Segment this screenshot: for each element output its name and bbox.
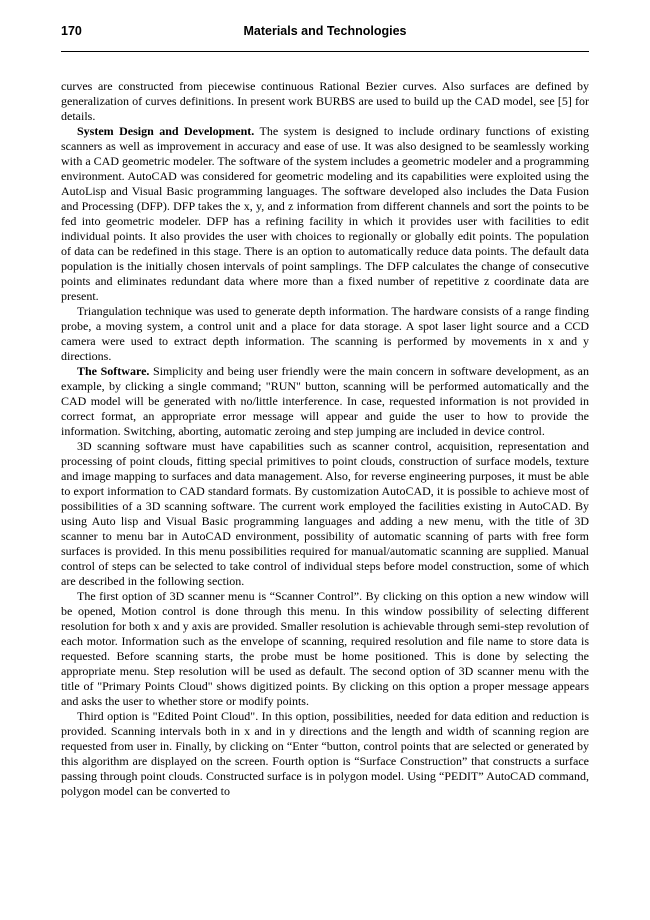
section-heading-system-design: System Design and Development. bbox=[77, 124, 255, 138]
header-rule bbox=[61, 51, 589, 52]
paragraph-edited-point-cloud: Third option is "Edited Point Cloud". In this option, possibilities, needed for data edition and reduction is provided. Scanning intervals both in x and in y directions and the length and width of scanning region are requested from user in. Finally, by clicking on “Enter “button, control points that are selected or generated by this algorithm are displayed on the screen. Fourth option is “Surface Construction” that constructs a surface passing through point clouds. Constructed surface is in polygon model. Using “PEDIT” AutoCAD command, polygon model can be converted to bbox=[61, 709, 589, 798]
paragraph-software: The Software. Simplicity and being user friendly were the main concern in software development, as an example, by clicking a single command; "RUN" button, scanning will be performed automatically and the CAD model will be generated with no/little interference. In case, requested information is not provided in correct format, an appropriate error message will appear and guide the user to how to provide the information. Switching, aborting, automatic zeroing and step jumping are included in device control. bbox=[61, 364, 589, 438]
paragraph-scanner-control: The first option of 3D scanner menu is “Scanner Control”. By clicking on this option a new window will be opened, Motion control is done through this menu. In this window possibility of selecting different resolution for both x and y axis are provided. Smaller resolution is achievable through semi-step revolution of each motor. Information such as the envelope of scanning, required resolution and file name to store data is requested. Before scanning starts, the probe must be home positioned. This is done by selecting the appropriate menu. Step resolution will be used as default. The second option of 3D scanner menu with the title of "Primary Points Cloud" shows digitized points. By clicking on this option a proper message appears and asks the user to whether store or modify points. bbox=[61, 589, 589, 708]
running-title: Materials and Technologies bbox=[243, 24, 407, 38]
page-header bbox=[61, 24, 589, 42]
page-number: 170 bbox=[61, 24, 82, 38]
body-text bbox=[61, 79, 589, 799]
paragraph-3d-scanning-software: 3D scanning software must have capabilities such as scanner control, acquisition, representation and processing of point clouds, fitting special primitives to point clouds, construction of surface models, texture and image mapping to surfaces and data management. Also, for reverse engineering purposes, it must be able to export information to CAD standard formats. By customization AutoCAD, it is possible to achieve most of possibilities of a 3D scanning software. The current work employed the facilities existing in AutoCAD. By using Auto lisp and Visual Basic programming languages and adding a new menu, with the title of 3D scanner to menu bar in AutoCAD environment, possibility of automatic scanning of parts with free form surfaces is provided. In this menu possibilities required for manual/automatic scanning are supplied. Manual control of steps can be selected to take control of individual steps before model construction, some of which are described in the following section. bbox=[61, 439, 589, 588]
paragraph-continuation: curves are constructed from piecewise continuous Rational Bezier curves. Also surfaces are defined by generalization of curves definitions. In present work BURBS are used to build up the CAD model, see [5] for details. bbox=[61, 79, 589, 123]
paragraph-triangulation: Triangulation technique was used to generate depth information. The hardware consists of a range finding probe, a moving system, a control unit and a place for data storage. A spot laser light source and a CCD camera were used to extract depth information. The scanning is performed by movements in x and y directions. bbox=[61, 304, 589, 363]
section-heading-software: The Software. bbox=[77, 364, 150, 378]
paragraph-system-design: System Design and Development. The system is designed to include ordinary functions of existing scanners as well as improvement in accuracy and ease of use. It was also designed to be seamlessly working with a CAD geometric modeler. The software of the system includes a geometric modeler and a programming environment. AutoCAD was considered for geometric modeling and its capabilities were exploited using the AutoLisp and Visual Basic programming languages. The software developed also includes the Data Fusion and Processing (DFP). DFP takes the x, y, and z information from different channels and sort the points to be fed into geometric modeler. DFP has a refining facility in which it provides user with facilities to edit individual points. It also provides the user with choices to regionally or globally edit points. The population of data can be redefined in this stage. There is an option to automatically reduce data points. The default data population is the initially chosen intervals of point samplings. The DFP calculates the change of consecutive points and eliminates redundant data where more than a fixed number of repetitive z coordinate data are present. bbox=[61, 124, 589, 303]
